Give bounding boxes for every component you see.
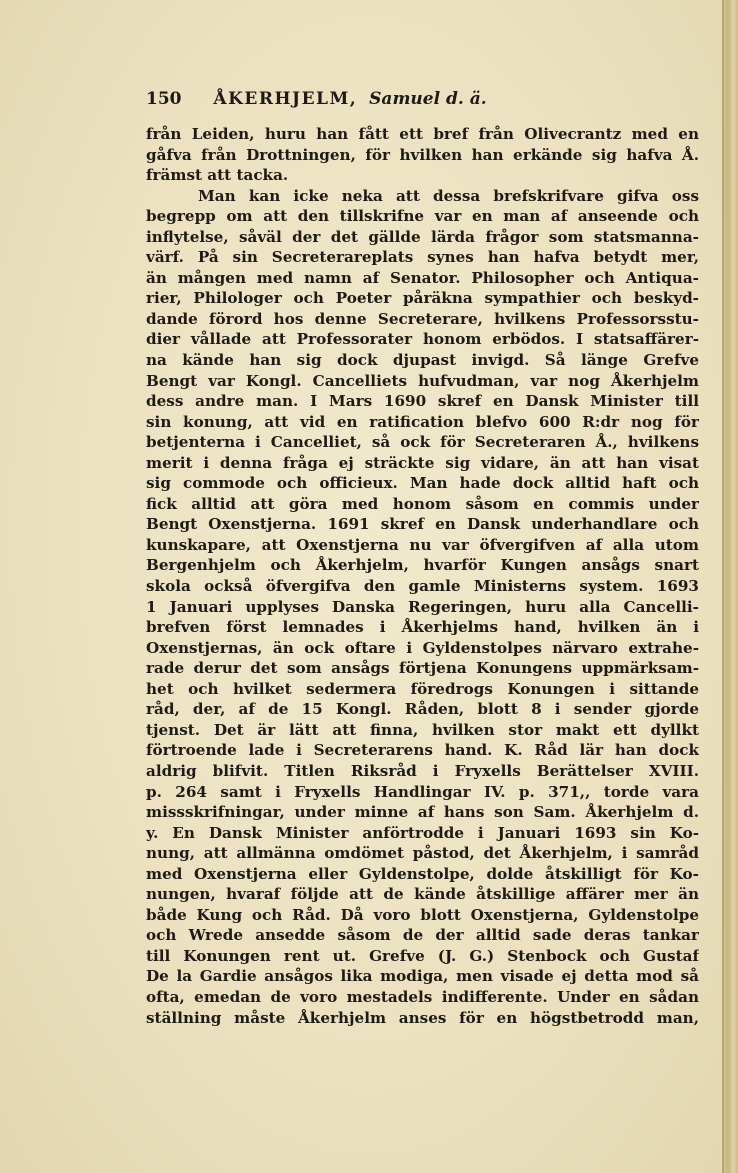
- text-line: Man kan icke neka att dessa brefskrifvare gifva oss: [198, 186, 699, 205]
- spine-shadow-line: [722, 0, 724, 1173]
- text-line: nungen, hvaraf följde att de kände åtskillige affärer mer än: [146, 885, 699, 904]
- text-line: gåfva från Drottningen, för hvilken han erkände sig hafva Å.: [146, 145, 699, 164]
- body-text: [146, 124, 699, 1028]
- text-line: merit i denna fråga ej sträckte sig vidare, än att han visat: [146, 453, 699, 472]
- text-line: och Wrede ansedde såsom de der alltid sade deras tankar: [146, 926, 699, 945]
- text-line: från Leiden, huru han fått ett bref från Olivecrantz med en: [146, 125, 699, 143]
- text-line: både Kung och Råd. Då voro blott Oxenstjerna, Gyldenstolpe: [146, 905, 699, 924]
- text-line: y. En Dansk Minister anförtrodde i Januari 1693 sin Ko-: [146, 823, 699, 842]
- text-line: begrepp om att den tillskrifne var en man af anseende och: [146, 207, 699, 226]
- text-line: skola också öfvergifva den gamle Ministerns system. 1693: [146, 577, 699, 596]
- text-line: med Oxenstjerna eller Gyldenstolpe, dolde åtskilligt för Ko-: [146, 864, 699, 883]
- page-number: 150: [146, 89, 182, 109]
- text-line: betjenterna i Cancelliet, så ock för Secreteraren Å., hvilkens: [146, 433, 699, 452]
- text-line: sin konung, att vid en ratification blefvo 600 R:dr nog för: [146, 412, 699, 431]
- text-line: förtroende lade i Secreterarens hand. K. Råd lär han dock: [146, 741, 699, 760]
- text-line: sig commode och officieux. Man hade dock alltid haft och: [146, 474, 699, 493]
- text-line: Bergenhjelm och Åkerhjelm, hvarför Kungen ansågs snart: [146, 556, 699, 575]
- text-line: dess andre man. I Mars 1690 skref en Dansk Minister till: [146, 392, 699, 411]
- text-line: inflytelse, såväl der det gällde lärda frågor som statsmanna-: [146, 227, 699, 246]
- text-line: Bengt var Kongl. Cancelliets hufvudman, var nog Åkerhjelm: [146, 371, 699, 390]
- book-spine-edge: [722, 0, 738, 1173]
- text-line: aldrig blifvit. Titlen Riksråd i Fryxells Berättelser XVIII.: [146, 761, 699, 780]
- text-line: brefven först lemnades i Åkerhjelms hand, hvilken än i: [146, 618, 699, 637]
- text-line: fick alltid att göra med honom såsom en commis under: [146, 494, 699, 513]
- text-line: p. 264 samt i Fryxells Handlingar IV. p. 371,, torde vara: [146, 782, 699, 801]
- text-line: 1 Januari upplyses Danska Regeringen, huru alla Cancelli-: [146, 597, 699, 616]
- text-line: värf. På sin Secreterareplats synes han hafva betydt mer,: [146, 248, 699, 267]
- text-line: rade derur det som ansågs förtjena Konungens uppmärksam-: [146, 659, 699, 678]
- text-line: ställning måste Åkerhjelm anses för en högstbetrodd man,: [146, 1008, 699, 1027]
- text-line: tjenst. Det är lätt att finna, hvilken stor makt ett dyllkt: [146, 720, 699, 739]
- text-line: De la Gardie ansågos lika modiga, men visade ej detta mod så: [146, 967, 699, 986]
- text-line: dier vållade att Professorater honom erbödos. I statsaffärer-: [146, 330, 699, 349]
- text-line: na kände han sig dock djupast invigd. Så länge Grefve: [146, 351, 699, 370]
- header-author: ÅKERHJELM,: [213, 89, 358, 109]
- text-line: missskrifningar, under minne af hans son Sam. Åkerhjelm d.: [146, 803, 699, 822]
- text-line: nung, att allmänna omdömet påstod, det Åkerhjelm, i samråd: [146, 844, 699, 863]
- text-line: till Konungen rent ut. Grefve (J. G.) Stenbock och Gustaf: [146, 946, 699, 965]
- text-line: främst att tacka.: [146, 166, 289, 185]
- text-line: rier, Philologer och Poeter påräkna sympathier och beskyd-: [146, 289, 699, 308]
- text-line: kunskapare, att Oxenstjerna nu var öfvergifven af alla utom: [146, 535, 699, 554]
- header-subject: Samuel d. ä.: [369, 89, 487, 109]
- text-line: än mången med namn af Senator. Philosopher och Antiqua-: [146, 268, 699, 287]
- text-line: råd, der, af de 15 Kongl. Råden, blott 8 i sender gjorde: [146, 700, 699, 719]
- text-line: Bengt Oxenstjerna. 1691 skref en Dansk underhandlare och: [146, 515, 699, 534]
- running-header: [146, 89, 546, 109]
- text-line: Oxenstjernas, än ock oftare i Gyldenstolpes närvaro extrahe-: [146, 638, 699, 657]
- text-line: het och hvilket sedermera föredrogs Konungen i sittande: [146, 679, 699, 698]
- text-line: ofta, emedan de voro mestadels indifferente. Under en sådan: [146, 987, 699, 1006]
- text-line: dande förord hos denne Secreterare, hvilkens Professorsstu-: [146, 309, 699, 328]
